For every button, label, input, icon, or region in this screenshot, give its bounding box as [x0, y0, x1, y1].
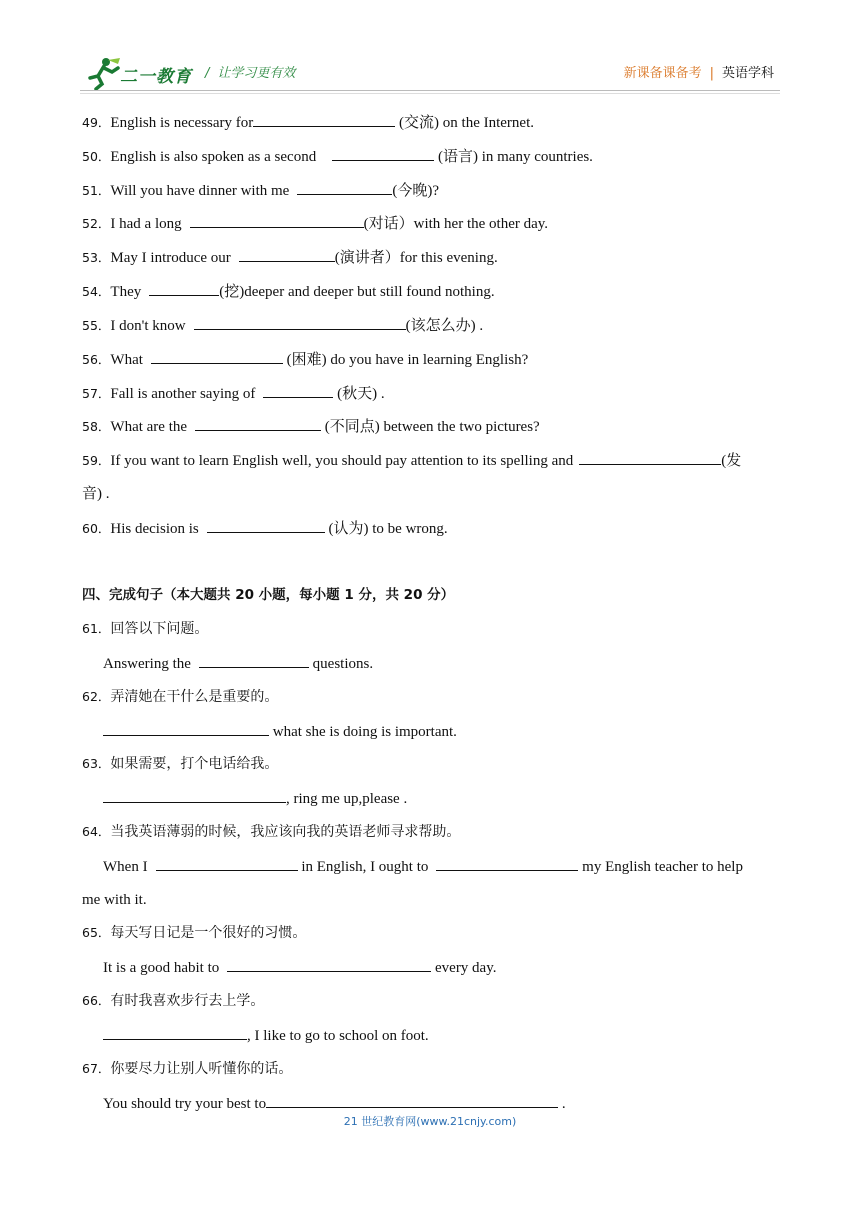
answer-blank[interactable]	[227, 957, 431, 972]
question-text: If you want to learn English well, you should pay attention to its spelling and	[110, 453, 574, 469]
answer-blank[interactable]	[253, 112, 395, 127]
answer-blank[interactable]	[149, 281, 219, 296]
answer-blank[interactable]	[103, 721, 269, 736]
question-hint: (困难) do you have in learning English?	[282, 352, 529, 368]
header-rule-secondary	[80, 93, 780, 94]
question-hint: (交流) on the Internet.	[395, 115, 535, 131]
answer-blank[interactable]	[103, 788, 286, 803]
question-59	[82, 450, 782, 471]
question-65	[82, 923, 782, 943]
answer-blank[interactable]	[436, 856, 578, 871]
question-text: It is a good habit to	[103, 960, 220, 976]
page-footer: 21 世纪教育网(www.21cnjy.com)	[343, 1115, 517, 1128]
question-61-answer	[103, 653, 803, 674]
question-hint: (不同点) between the two pictures?	[321, 419, 540, 435]
slogan-slash: /	[205, 66, 210, 81]
slogan	[205, 62, 295, 81]
question-chinese: 如果需要，打个电话给我。	[110, 756, 279, 772]
question-number: 51．	[82, 183, 111, 198]
question-52	[82, 213, 782, 234]
question-text: I don't know	[110, 318, 186, 334]
question-60	[82, 518, 782, 539]
question-text-end: what she is doing is important.	[269, 724, 457, 740]
answer-blank[interactable]	[194, 315, 406, 330]
question-text-end: every day.	[431, 960, 497, 976]
question-64-answer	[103, 856, 803, 877]
header-rule	[80, 90, 780, 91]
question-chinese: 当我英语薄弱的时候，我应该向我的英语老师寻求帮助。	[110, 824, 461, 840]
question-58	[82, 416, 782, 437]
question-hint: (演讲者）for this evening.	[334, 250, 498, 266]
question-number: 53．	[82, 250, 111, 265]
answer-blank[interactable]	[266, 1093, 558, 1108]
answer-blank[interactable]	[297, 180, 392, 195]
header-separator: |	[709, 66, 714, 81]
question-55	[82, 315, 782, 336]
question-text: You should try your best to	[103, 1096, 267, 1112]
answer-blank[interactable]	[103, 1025, 247, 1040]
question-number: 66．	[82, 993, 111, 1008]
question-number: 61．	[82, 621, 111, 636]
question-64-continuation	[82, 890, 782, 910]
answer-blank[interactable]	[263, 383, 333, 398]
question-number: 67．	[82, 1061, 111, 1076]
question-62-answer	[103, 721, 803, 742]
question-chinese: 回答以下问题。	[110, 621, 209, 637]
question-chinese: 弄清她在干什么是重要的。	[110, 689, 279, 705]
question-number: 49．	[82, 115, 111, 130]
question-65-answer	[103, 957, 803, 978]
question-number: 60．	[82, 521, 111, 536]
page-header	[0, 0, 860, 100]
question-61	[82, 619, 782, 639]
question-number: 56．	[82, 352, 111, 367]
section-heading: 四、完成句子（本大题共 20 小题，每小题 1 分，共 20 分）	[82, 587, 455, 603]
question-63	[82, 754, 782, 774]
question-number: 54．	[82, 284, 111, 299]
question-hint-continuation: 音) .	[82, 486, 110, 502]
question-number: 65．	[82, 925, 111, 940]
question-text-end: questions.	[308, 656, 374, 672]
question-number: 59．	[82, 453, 111, 468]
question-text-end: .	[558, 1096, 566, 1112]
question-59-continuation	[82, 484, 782, 504]
question-56	[82, 349, 782, 370]
question-number: 62．	[82, 689, 111, 704]
question-66	[82, 991, 782, 1011]
subject-label: 英语学科	[721, 66, 774, 81]
question-66-answer	[103, 1025, 803, 1046]
question-62	[82, 687, 782, 707]
question-64	[82, 822, 782, 842]
question-text: English is necessary for	[110, 115, 254, 131]
question-hint: (该怎么办) .	[405, 318, 484, 334]
question-text: His decision is	[110, 521, 199, 537]
question-number: 57．	[82, 386, 111, 401]
question-text-end: my English teacher to help	[578, 859, 743, 875]
question-chinese: 有时我喜欢步行去上学。	[110, 993, 265, 1009]
question-hint: (挖)deeper and deeper but still found nothing.	[219, 284, 495, 300]
question-text-end: , ring me up,please .	[286, 791, 408, 807]
question-number: 63．	[82, 756, 111, 771]
question-hint: (秋天) .	[333, 386, 385, 402]
question-text-end: , I like to go to school on foot.	[247, 1028, 429, 1044]
question-63-answer	[103, 788, 803, 809]
question-text: What	[110, 352, 143, 368]
slogan-text: 让学习更有效	[217, 66, 296, 81]
answer-blank[interactable]	[332, 146, 434, 161]
question-chinese: 每天写日记是一个很好的习惯。	[110, 925, 307, 941]
question-text-mid: in English, I ought to	[297, 859, 429, 875]
answer-blank[interactable]	[579, 450, 721, 465]
question-53	[82, 247, 782, 268]
question-text: Fall is another saying of	[110, 386, 256, 402]
question-text-continuation: me with it.	[82, 892, 147, 908]
question-text: They	[110, 284, 142, 300]
runner-logo-icon	[84, 56, 124, 90]
question-text: What are the	[110, 419, 188, 435]
question-hint: (语言) in many countries.	[434, 149, 593, 165]
question-text: May I introduce our	[110, 250, 231, 266]
answer-blank[interactable]	[190, 213, 364, 228]
question-number: 64．	[82, 824, 111, 839]
question-51	[82, 180, 782, 201]
answer-blank[interactable]	[207, 518, 325, 533]
question-hint: (认为) to be wrong.	[324, 521, 448, 537]
answer-blank[interactable]	[151, 349, 283, 364]
answer-blank[interactable]	[199, 653, 309, 668]
question-text: I had a long	[110, 216, 182, 232]
course-label: 新课备课备考	[623, 66, 702, 81]
question-50	[82, 146, 782, 167]
question-text: When I	[103, 859, 148, 875]
question-number: 58．	[82, 419, 111, 434]
question-54	[82, 281, 782, 302]
answer-blank[interactable]	[239, 247, 335, 262]
question-67	[82, 1059, 782, 1079]
question-hint: (今晚)?	[392, 183, 440, 199]
answer-blank[interactable]	[195, 416, 321, 431]
question-57	[82, 383, 782, 404]
question-hint: (对话）with her the other day.	[363, 216, 549, 232]
answer-blank[interactable]	[156, 856, 298, 871]
header-right	[624, 62, 774, 81]
question-number: 50．	[82, 149, 111, 164]
question-49	[82, 112, 782, 133]
question-text: English is also spoken as a second	[110, 149, 317, 165]
logo-text: 二一教育	[120, 67, 192, 87]
question-chinese: 你要尽力让别人听懂你的话。	[110, 1061, 293, 1077]
question-number: 55．	[82, 318, 111, 333]
question-text: Answering the	[103, 656, 191, 672]
question-text: Will you have dinner with me	[110, 183, 290, 199]
question-number: 52．	[82, 216, 111, 231]
question-hint: (发	[721, 453, 742, 469]
question-67-answer	[103, 1093, 803, 1114]
